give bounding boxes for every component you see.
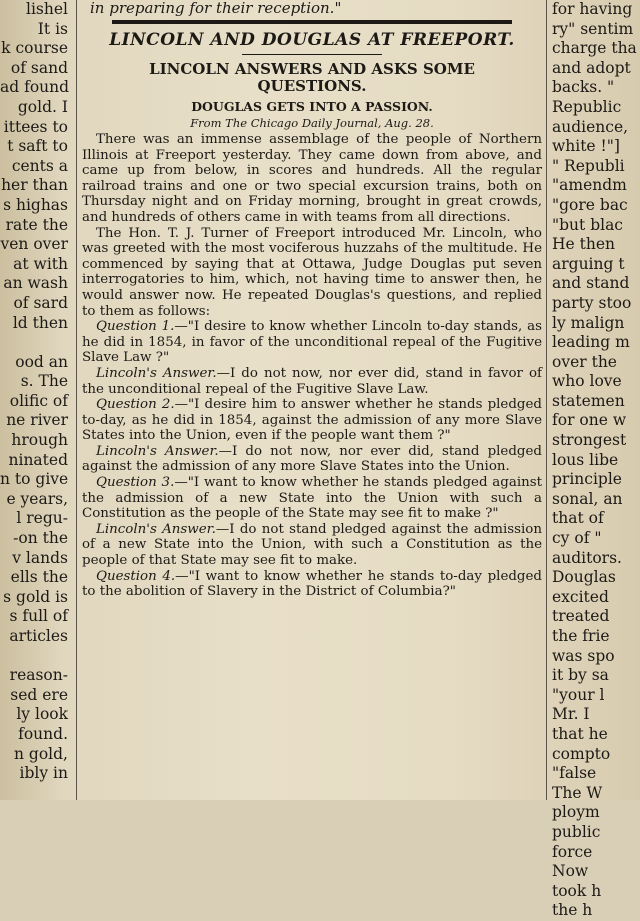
article-paragraph	[82, 132, 542, 226]
column-fragment-line: "your l	[552, 685, 605, 704]
column-fragment-line: who love	[552, 372, 622, 391]
column-fragment-line: backs. "	[552, 78, 615, 97]
column-fragment-line: of sard	[13, 293, 68, 312]
paragraph-label: Question 1.	[96, 319, 175, 335]
column-fragment-line: s highas	[3, 195, 68, 214]
headline-rule	[242, 54, 382, 55]
paragraph-text: —"I desire to know whether Lincoln to-day stands, as he did in 1854, in favor of the unconditional repeal of the Fugitive Slave Law ?"	[82, 319, 543, 366]
paragraph-text: There was an immense assemblage of the people of Northern Illinois at Freeport yesterday. They came down from above, and came up from below, in scores and hundreds. All the regular railroad trains and one or two special excursion trains, both on Thursday night and on Friday morning, brought in great crowds, and hundreds of others came in with teams from all directions.	[82, 132, 542, 225]
column-fragment-line: charge tha	[552, 39, 637, 58]
paragraph-text: —"I want to know whether he stands pledged against the admission of a new State into the Union with such a Constitution as the people of the State may see fit to make ?"	[82, 475, 543, 522]
paragraph-label: Question 4.	[96, 568, 176, 584]
column-fragment-line: lishel	[26, 0, 68, 18]
column-fragment-line: "amendm	[552, 176, 627, 195]
paragraph-label: Question 2.	[96, 397, 175, 413]
column-rule-left	[76, 0, 77, 800]
article-paragraph	[82, 475, 542, 522]
column-fragment-line: s full of	[9, 607, 68, 626]
paragraph-text: The Hon. T. J. Turner of Freeport introduced Mr. Lincoln, who was greeted with the most vociferous huzzahs of the multitude. He commenced by saying that at Ottawa, Judge Douglas put seven interrogatories to him, which, not having time to answer then, he would answer now. He repeated Douglas's questions, and replied to them as follows:	[82, 225, 542, 319]
subheadline: LINCOLN ANSWERS AND ASKS SOME QUESTIONS.	[149, 60, 475, 95]
headline: LINCOLN AND DOUGLAS AT FREEPORT.	[109, 30, 515, 50]
article-paragraph	[82, 444, 542, 475]
article-paragraph	[82, 319, 542, 366]
column-fragment-line: cents a	[11, 156, 68, 175]
column-fragment-line: the h	[552, 901, 593, 920]
paragraph-text: —"I want to know whether he stands to-day pledged to the abolition of Slavery in the District of Columbia?"	[82, 568, 543, 600]
column-rule-right	[546, 0, 547, 800]
article-paragraph	[82, 522, 542, 569]
column-fragment-line: cy of "	[552, 529, 602, 548]
column-fragment-line: arguing t	[552, 254, 625, 273]
column-fragment-line: over the	[552, 352, 617, 371]
column-fragment-line: Douglas	[552, 568, 616, 587]
column-fragment-line: ood an	[15, 352, 68, 371]
paragraph-text: —"I desire him to answer whether he stands pledged to-day, as he did in 1854, against the admission of any more Slave States into the Union, even if the people want them ?"	[82, 397, 543, 444]
column-fragment-line: ven over	[0, 235, 68, 254]
column-fragment-line: ells the	[10, 568, 68, 587]
main-article-column	[82, 0, 542, 800]
column-fragment-line: force	[552, 842, 593, 861]
column-fragment-line: audience,	[552, 117, 629, 136]
column-fragment-line: ly look	[16, 705, 68, 724]
column-fragment-line: party stoo	[552, 293, 632, 312]
column-fragment-line: sed ere	[10, 685, 68, 704]
column-fragment-line: of sand	[10, 58, 68, 77]
column-fragment-line: l regu-	[16, 509, 68, 528]
column-fragment-line: s gold is	[3, 587, 68, 606]
column-fragment-line: the frie	[552, 627, 610, 645]
column-fragment-line: rate the	[5, 215, 68, 234]
column-fragment-line: and stand	[552, 274, 630, 293]
column-fragment-line: v lands	[12, 548, 68, 567]
column-fragment-line: -on the	[13, 529, 68, 548]
column-fragment-line: took h	[552, 881, 602, 900]
column-fragment-line: n gold,	[14, 744, 68, 763]
left-column-fragments	[0, 0, 72, 800]
previous-article-last-line: in preparing for their reception."	[90, 0, 342, 17]
column-fragment-line: ly malign	[552, 313, 625, 332]
column-fragment-line: ne river	[6, 411, 68, 430]
column-fragment-line: ry" sentim	[552, 19, 634, 38]
column-fragment-line: it by sa	[552, 666, 609, 685]
column-fragment-line: strongest	[552, 431, 627, 450]
right-column-fragments	[549, 0, 640, 920]
column-fragment-line: that he	[552, 724, 608, 743]
column-fragment-line: The W	[552, 783, 603, 802]
column-fragment-line: gold. I	[17, 97, 68, 116]
column-fragment-line: statemen	[552, 391, 625, 410]
paragraph-label: Question 3.	[96, 475, 175, 491]
column-fragment-line: It is	[37, 19, 68, 38]
column-fragment-line: He then	[552, 235, 615, 254]
paragraph-label: Lincoln's Answer.	[96, 521, 216, 537]
source-line: From The Chicago Daily Journal, Aug. 28.	[190, 116, 434, 130]
column-fragment-line: s. The	[20, 372, 68, 391]
column-fragment-line: found.	[18, 724, 68, 743]
column-fragment-line: treated	[552, 607, 610, 626]
paragraph-label: Lincoln's Answer.	[96, 365, 217, 381]
column-fragment-line: at with	[13, 254, 68, 273]
column-fragment-line: ibly in	[19, 764, 68, 783]
column-fragment-line: " Republi	[552, 156, 625, 175]
paragraph-text: —I do not stand pledged against the admission of a new State into the Union, with such a Constitution as the people of that State may see fit to make.	[82, 521, 542, 569]
column-fragment-line: leading m	[552, 333, 630, 352]
article-separator-rule	[112, 20, 512, 24]
column-fragment-line: an wash	[3, 274, 68, 293]
column-fragment-line: k course	[1, 39, 68, 58]
column-fragment-line: principle	[552, 470, 622, 489]
paragraph-label: Lincoln's Answer.	[96, 443, 219, 459]
column-fragment-line: white !"]	[552, 137, 620, 156]
paragraph-text: —I do not now, nor ever did, stand in favor of the unconditional repeal of the Fugitive Slave Law.	[82, 365, 542, 397]
column-fragment-line: auditors.	[552, 548, 622, 567]
article-paragraph	[82, 397, 542, 444]
column-fragment-line: for having	[552, 0, 633, 18]
column-fragment-line: ploym	[552, 803, 600, 822]
column-fragment-line: ninated	[8, 450, 68, 469]
column-fragment-line: n to give	[0, 470, 69, 489]
paragraph-text: —I do not now, nor ever did, stand pledged against the admission of any more Slave States into the Union.	[82, 443, 542, 475]
column-fragment-line: reason-	[9, 666, 68, 685]
column-fragment-line: "gore bac	[552, 195, 628, 214]
column-fragment-line: e years,	[6, 489, 68, 508]
column-fragment-line: her than	[1, 176, 68, 195]
column-fragment-line	[0, 333, 72, 353]
column-fragment-line: Mr. I	[552, 705, 590, 724]
column-fragment-line: Now	[552, 862, 589, 881]
column-fragment-line: compto	[552, 744, 611, 763]
article-paragraph	[82, 569, 542, 600]
article-paragraph	[82, 366, 542, 397]
article-paragraph	[82, 226, 542, 320]
column-fragment-line: "but blac	[552, 215, 623, 234]
column-fragment-line: and adopt	[552, 58, 631, 77]
column-fragment-line: sonal, an	[552, 489, 623, 508]
column-fragment-line: ad found	[0, 78, 70, 97]
column-fragment-line: lous libe	[552, 450, 619, 469]
column-fragment-line: that of	[552, 509, 604, 528]
article-body	[82, 132, 542, 600]
column-fragment-line: Republic	[552, 97, 622, 116]
column-fragment-line: hrough	[11, 431, 68, 450]
deck: DOUGLAS GETS INTO A PASSION.	[191, 99, 433, 114]
column-fragment-line: was spo	[552, 646, 615, 665]
column-fragment-line: excited	[552, 587, 609, 606]
column-fragment-line: ittees to	[3, 117, 68, 136]
column-fragment-line: public	[552, 822, 601, 841]
column-fragment-line: t saft to	[7, 137, 68, 156]
column-fragment-line: olific of	[9, 391, 68, 410]
column-fragment-line: for one w	[552, 411, 627, 430]
column-fragment-line: "false	[552, 764, 597, 783]
column-fragment-line: ld then	[12, 313, 68, 332]
column-fragment-line	[0, 647, 72, 667]
column-fragment-line: articles	[9, 627, 68, 645]
